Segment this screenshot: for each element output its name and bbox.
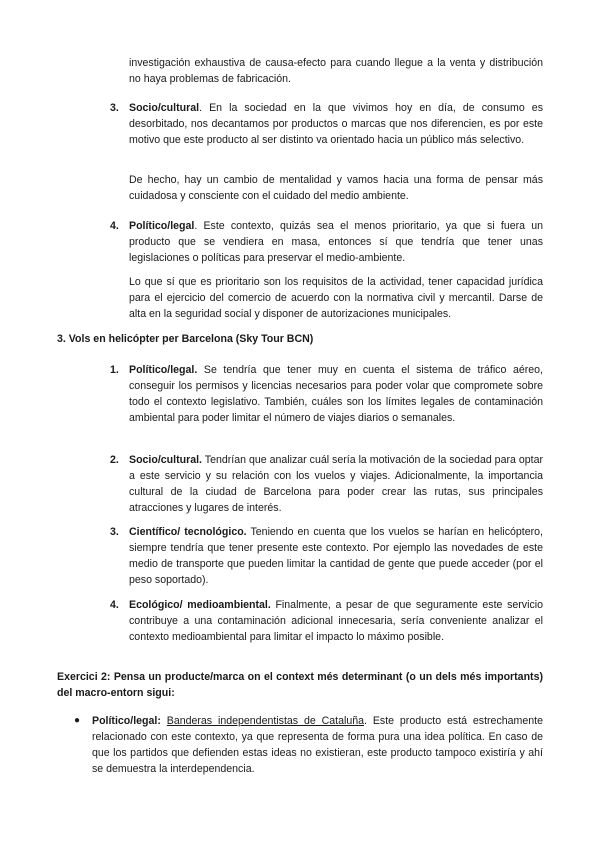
- list-item-socio-cultural: [129, 100, 543, 148]
- item-title: Político/legal: [129, 220, 195, 232]
- item-title: Socio/cultural: [129, 102, 200, 114]
- item-title: Científico/ tecnológico.: [129, 526, 247, 538]
- list-number: 3.: [110, 102, 119, 114]
- list-item-extra-paragraph: [129, 172, 543, 204]
- item-text: Finalmente, a pesar de que seguramente este servicio contribuye a una contaminación adicional innecesaria, sería conveniente analizar el contexto medioambiental para limitar el impacto lo máximo posible.: [129, 599, 543, 643]
- list-number: 2.: [110, 454, 119, 466]
- item-text: Se tendría que tener muy en cuenta el sistema de tráfico aéreo, conseguir los permisos y licencias necesarios para poder volar que compromete sobre todo el contexto legislativo. También, cuáles son los límites legales de contaminación ambiental para poder limitar el número de viajes diarios o semanales.: [129, 364, 543, 424]
- bullet-item-politico-legal: [92, 713, 543, 777]
- exercise-heading: [57, 669, 543, 701]
- list-item-extra-paragraph: [129, 274, 543, 322]
- list-number: 1.: [110, 364, 119, 376]
- item-title: Político/legal.: [129, 364, 198, 376]
- item-text: Tendrían que analizar cuál sería la motivación de la sociedad para optar a este servicio y su relación con los vuelos y viajes. Adicionalmente, la importancia cultural de la ciudad de Barcelona para poder crear las rutas, sus principales atracciones y lugares de interés.: [129, 454, 543, 514]
- list-item-ecologico-medioambiental: [129, 597, 543, 645]
- list-item-cientifico-tecnologico: [129, 524, 543, 588]
- list-number: 4.: [110, 220, 119, 232]
- bullet-text: . Este producto está estrechamente relacionado con este contexto, ya que representa de forma pura una idea política. En caso de que los partidos que defienden estas ideas no existieran, este producto tampoco existiría y ahí se demuestra la interdependencia.: [92, 715, 543, 775]
- item-title: Ecológico/ medioambiental.: [129, 599, 271, 611]
- intro-continuation-paragraph: [129, 55, 543, 87]
- item-extra-text: Lo que sí que es prioritario son los requisitos de la actividad, tener capacidad jurídica para el ejercicio del comercio de acuerdo con la normativa civil y mercantil. Darse de alta en la seguridad social y disponer de autorizaciones municipales.: [129, 276, 543, 320]
- list-item-politico-legal: [129, 218, 543, 266]
- exercise-heading-text: Exercici 2: Pensa un producte/marca on el context més determinant (o un dels més importants) del macro-entorn sigui:: [57, 671, 543, 699]
- list-item-politico-legal: [129, 362, 543, 426]
- list-number: 3.: [110, 526, 119, 538]
- section-heading: 3. Vols en helicópter per Barcelona (Sky Tour BCN): [57, 333, 314, 345]
- product-link[interactable]: Banderas independentistas de Cataluña: [166, 715, 365, 727]
- list-item-socio-cultural: [129, 452, 543, 516]
- bullet-title: Político/legal:: [92, 715, 161, 727]
- intro-continuation-text: investigación exhaustiva de causa-efecto para cuando llegue a la venta y distribución no haya problemas de fabricación.: [129, 57, 543, 85]
- item-title: Socio/cultural.: [129, 454, 202, 466]
- item-extra-text: De hecho, hay un cambio de mentalidad y vamos hacia una forma de pensar más cuidadosa y consciente con el cuidado del medio ambiente.: [129, 174, 543, 202]
- bullet-icon: ●: [74, 715, 81, 726]
- item-text: . En la sociedad en la que vivimos hoy en día, de consumo es desorbitado, nos decantamos por productos o marcas que nos diferencien, es por este motivo que este producto al ser distinto va orientado hacia un público más selectivo.: [129, 102, 543, 146]
- item-text: Teniendo en cuenta que los vuelos se harían en helicóptero, siempre tendría que tener presente este contexto. Por ejemplo las novedades de este medio de transporte que pueden limitar la cantidad de gente que puede acceder (por el peso soportado).: [129, 526, 544, 586]
- list-number: 4.: [110, 599, 119, 611]
- item-text: . Este contexto, quizás sea el menos prioritario, ya que si fuera un producto que se vendiera en masa, entonces sí que tendría que tener unas legislaciones o políticas para preservar el medio-ambiente.: [129, 220, 543, 264]
